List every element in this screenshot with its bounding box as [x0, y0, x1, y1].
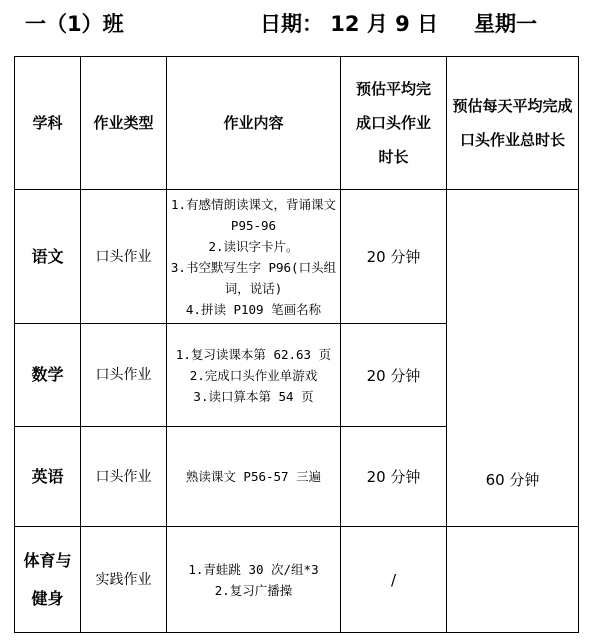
type-cell: 口头作业 — [81, 324, 167, 427]
content-line: 2.读识字卡片。 — [208, 238, 299, 254]
content-line: 4.拼读 P109 笔画名称 — [185, 301, 322, 317]
subject-cell: 英语 — [15, 427, 81, 527]
date-label: 日期： 12 月 9 日 — [260, 12, 439, 36]
duration-cell: / — [341, 527, 447, 633]
content-line: 1.有感情朗读课文，背诵课文 P95-96 — [170, 196, 337, 233]
subject-cell: 数学 — [15, 324, 81, 427]
type-cell: 实践作业 — [81, 527, 167, 633]
table-header-row — [15, 57, 579, 190]
content-cell — [167, 324, 341, 427]
content-line: 1.青蛙跳 30 次/组*3 — [188, 561, 319, 577]
content-line: 1.复习读课本第 62.63 页 — [175, 346, 332, 362]
col-header-avg-duration: 预估平均完成口头作业时长 — [341, 57, 447, 190]
duration-cell: 20 分钟 — [341, 324, 447, 427]
page-header — [0, 0, 595, 52]
col-header-type: 作业类型 — [81, 57, 167, 190]
col-header-total-duration: 预估每天平均完成口头作业总时长 — [447, 57, 579, 190]
content-line: 2.完成口头作业单游戏 — [189, 367, 318, 383]
content-line: 熟读课文 P56-57 三遍 — [185, 469, 322, 484]
content-cell — [167, 527, 341, 633]
weekday-label: 星期一 — [474, 12, 537, 36]
content-cell — [167, 427, 341, 527]
total-duration-empty-cell — [447, 527, 579, 633]
content-cell — [167, 190, 341, 324]
class-name: 一（1）班 — [25, 12, 124, 36]
content-line: 3.书空默写生字 P96(口头组词，说话) — [170, 259, 337, 296]
duration-cell: 20 分钟 — [341, 427, 447, 527]
duration-cell: 20 分钟 — [341, 190, 447, 324]
table-row — [15, 527, 579, 633]
homework-table — [14, 56, 579, 633]
total-duration-cell: 60 分钟 — [447, 190, 579, 527]
col-header-content: 作业内容 — [167, 57, 341, 190]
table-row — [15, 190, 579, 324]
type-cell: 口头作业 — [81, 190, 167, 324]
content-line: 2.复习广播操 — [214, 582, 293, 598]
subject-cell: 体育与健身 — [15, 527, 81, 633]
content-line: 3.读口算本第 54 页 — [193, 388, 314, 404]
type-cell: 口头作业 — [81, 427, 167, 527]
col-header-subject: 学科 — [15, 57, 81, 190]
subject-cell: 语文 — [15, 190, 81, 324]
